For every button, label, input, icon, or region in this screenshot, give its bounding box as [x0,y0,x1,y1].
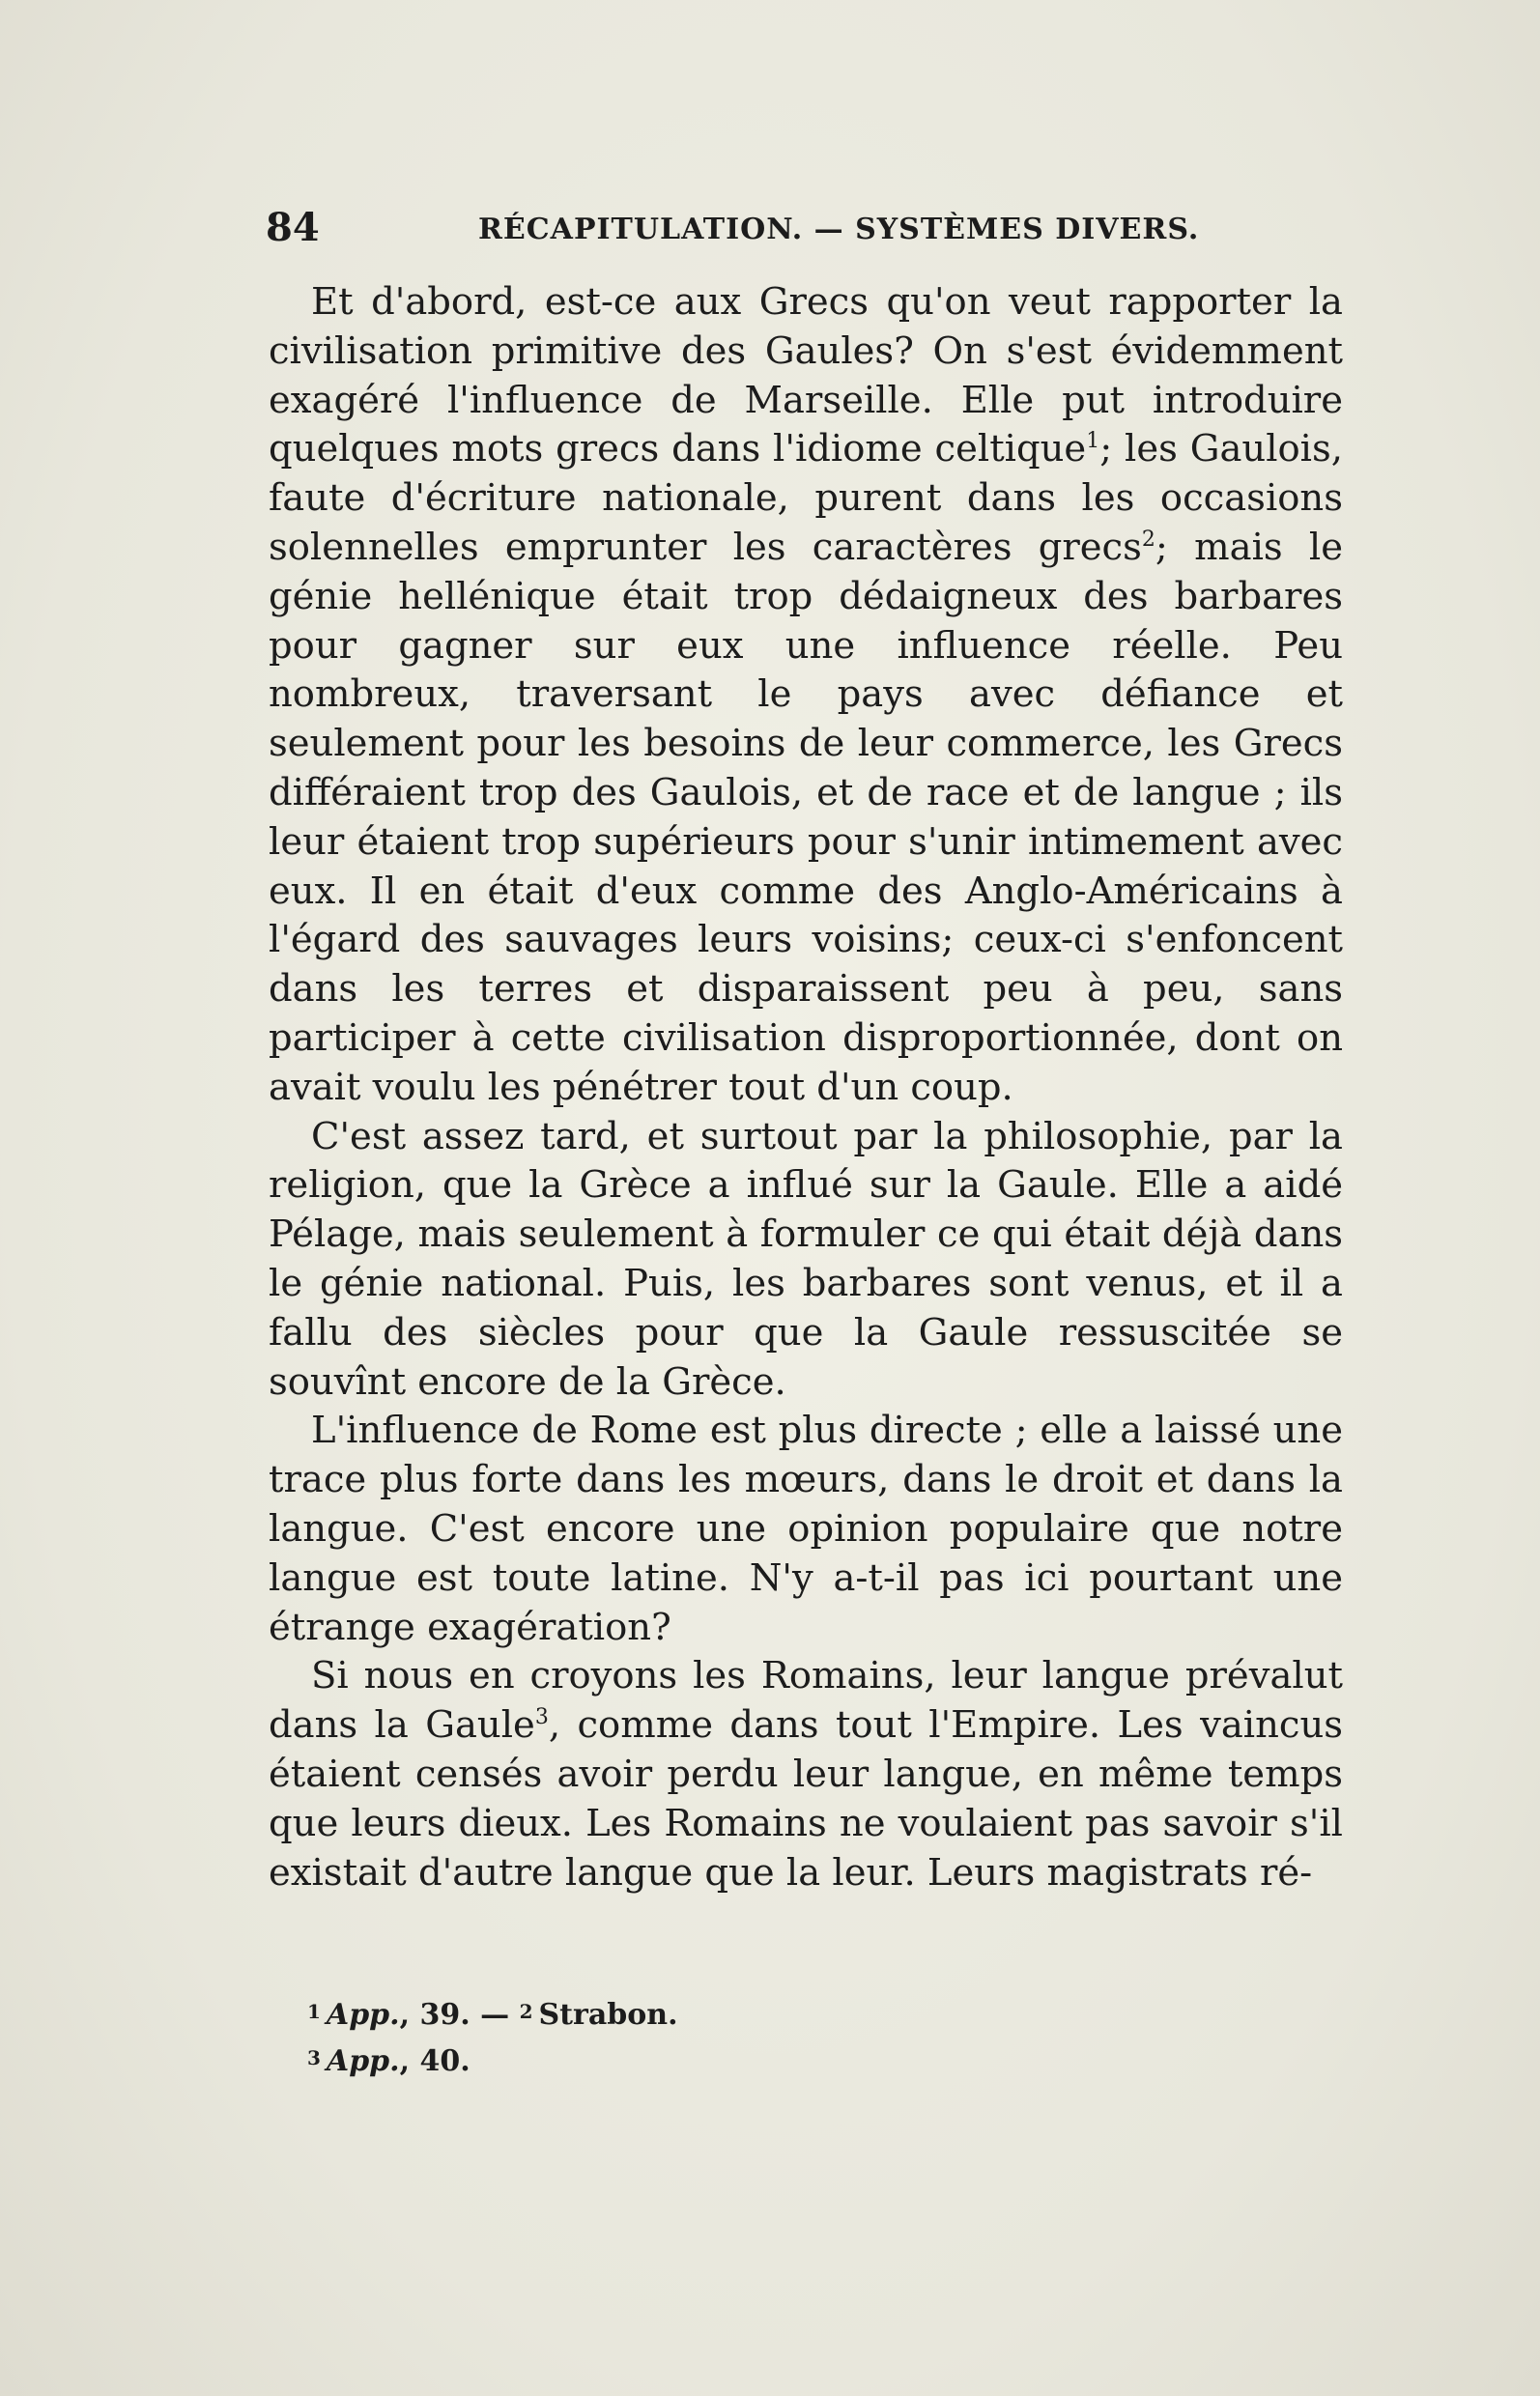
footnote-ref-2: 2 [1141,527,1155,552]
body-text [269,278,1343,1897]
footnote-text: Strabon. [538,1998,678,2032]
footnotes [307,1990,1273,2083]
footnote-mark: 1 [307,2000,321,2023]
footnote-line-1 [307,1990,1273,2037]
footnote-mark: 3 [307,2046,321,2069]
footnote-ref-1: 1 [1086,429,1100,454]
page-header [266,205,1338,263]
paragraph-text: , comme dans tout l'Empire. Les vaincus étaient censés avoir perdu leur langue, en même temps que leurs dieux. Les Romains ne voulaient pas savoir s'il existait d'autre langue que la leur. Leurs magistrats ré- [269,1703,1343,1895]
footnote-text: , 40. [399,2044,471,2078]
footnote-ref-3: 3 [534,1705,549,1730]
paragraph-4 [269,1652,1343,1897]
footnote-line-2 [307,2037,1273,2083]
paragraph-3: L'influence de Rome est plus directe ; elle a laissé une trace plus forte dans les mœurs, dans le droit et dans la langue. C'est encore une opinion populaire que notre langue est toute latine. N'y a-t-il pas ici pourtant une étrange exagération? [269,1409,1343,1649]
page-number: 84 [266,205,320,250]
footnote-mark: 2 [519,2000,533,2023]
paragraph-1 [269,278,1343,1113]
running-head: RÉCAPITULATION. — SYSTÈMES DIVERS. [478,213,1200,246]
paragraph-text: ; mais le génie hellénique était trop dédaigneux des barbares pour gagner sur eux une influence réelle. Peu nombreux, traversant le pays avec défiance et seulement pour les besoins de leur commerce, les Grecs différaient trop des Gaulois, et de race et de langue ; ils leur étaient trop supérieurs pour s'unir intimement avec eux. Il en était d'eux comme des Anglo-Américains à l'égard des sauvages leurs voisins; ceux-ci s'enfoncent dans les terres et disparaissent peu à peu, sans participer à cette civilisation disproportionnée, dont on avait voulu les pénétrer tout d'un coup. [269,525,1343,1109]
paragraph-text: Et d'abord, est-ce aux Grecs qu'on veut rapporter la civilisation primitive des Gaules? On s'est évidemment exagéré l'influence de Marseille. Elle put introduire quelques mots grecs dans l'idiome celtique [269,280,1343,471]
footnote-text: , 39. — [399,1998,510,2032]
paragraph-text: ; les Gaulois, faute d'écriture nationale, purent dans les occasions solennelles emprunter les caractères grecs [269,427,1343,569]
footnote-ref-label: App. [326,2044,400,2078]
paragraph-2: C'est assez tard, et surtout par la philosophie, par la religion, que la Grèce a influé sur la Gaule. Elle a aidé Pélage, mais seulement à formuler ce qui était déjà dans le génie national. Puis, les barbares sont venus, et il a fallu des siècles pour que la Gaule ressuscitée se souvînt encore de la Grèce. [269,1114,1343,1404]
footnote-ref-label: App. [326,1998,400,2032]
paragraph-text: Si nous en croyons les Romains, leur langue prévalut dans la Gaule [269,1654,1343,1748]
